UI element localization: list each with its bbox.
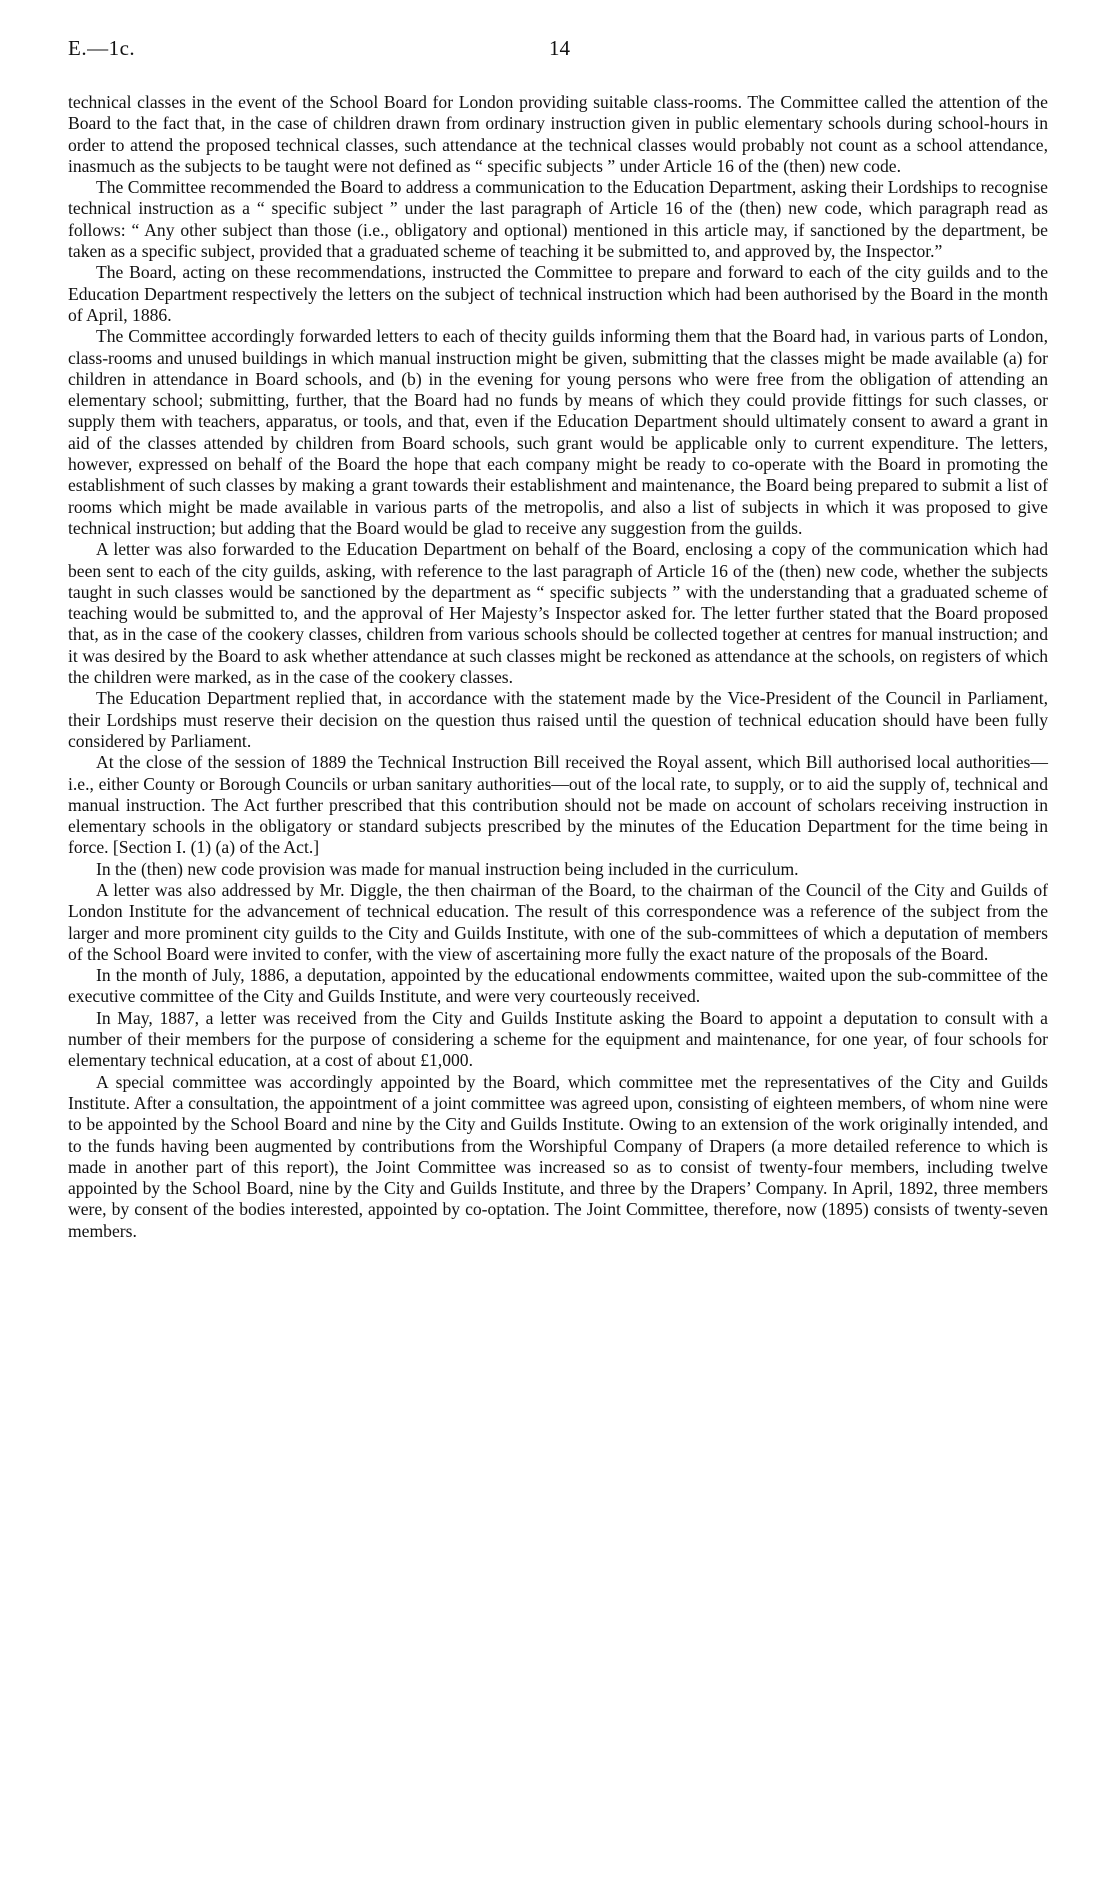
paragraph-department-reply: The Education Department replied that, in accordance with the statement made by the Vice-President of the Council in Parliament, their Lordships must reserve their decision on the question thus raised until the question of technical education should have been fully considered by Parliament. <box>68 688 1048 751</box>
paragraph-letter-to-department: A letter was also forwarded to the Education Department on behalf of the Board, enclosing a copy of the communication which had been sent to each of the city guilds, asking, with reference to the last paragraph of Article 16 of the (then) new code, whether the subjects taught in such classes would be sanctioned by the department as “ specific subjects ” with the understanding that a graduated scheme of teaching would be submitted to, and the approval of Her Majesty’s Inspector asked for. The letter further stated that the Board proposed that, as in the case of the cookery classes, children from various schools should be collected together at centres for manual instruction; and it was desired by the Board to ask whether attendance at such classes might be reckoned as attendance at the schools, on registers of which the children were marked, as in the case of the cookery classes. <box>68 539 1048 688</box>
paragraph-committee-recommendation: The Committee recommended the Board to address a communication to the Education Department, asking their Lordships to recognise technical instruction as a “ specific subject ” under the last paragraph of Article 16 of the (then) new code, which paragraph read as follows: “ Any other subject than those (i.e., obligatory and optional) mentioned in this article may, if sanctioned by the department, be taken as a specific subject, provided that a graduated scheme of teaching it be submitted to, and approved by, the Inspector.” <box>68 177 1048 262</box>
document-reference: E.—1c. <box>68 36 136 60</box>
paragraph-continuation: technical classes in the event of the School Board for London providing suitable class-rooms. The Committee called the attention of the Board to the fact that, in the case of children drawn from ordinary instruction given in public elementary schools during school-hours in order to attend the proposed technical classes, such attendance at the technical classes would probably not count as a school attendance, inasmuch as the subjects to be taught were not defined as “ specific subjects ” under Article 16 of the (then) new code. <box>68 92 1048 176</box>
paragraph-diggle-letter: A letter was also addressed by Mr. Diggle, the then chairman of the Board, to the chairman of the Council of the City and Guilds of London Institute for the advancement of technical education. The result of this correspondence was a reference of the subject from the larger and more prominent city guilds to the City and Guilds Institute, with one of the sub-committees of which a deputation of members of the School Board were invited to confer, with the view of ascertaining more fully the exact nature of the proposals of the Board. <box>68 879 1048 964</box>
body-text <box>68 92 1048 1242</box>
page-header <box>68 38 1048 68</box>
paragraph-letters-to-guilds: The Committee accordingly forwarded letters to each of thecity guilds informing them that the Board had, in various parts of London, class-rooms and unused buildings in which manual instruction might be given, submitting that the classes might be made available (a) for children in attendance in Board schools, and (b) in the evening for young persons who were free from the obligation of attending an elementary school; submitting, further, that the Board had no funds by means of which they could provide fittings for such classes, or supply them with teachers, apparatus, or tools, and that, even if the Education Department should ultimately consent to award a grant in aid of the classes attended by children from Board schools, such grant would be applicable only to current expenditure. The letters, however, expressed on behalf of the Board the hope that each company might be ready to co-operate with the Board in promoting the establishment of such classes by making a grant towards their establishment and maintenance, the Board being prepared to submit a list of rooms which might be made available in various parts of the metropolis, and also a list of subjects in which it was proposed to give technical instruction; but adding that the Board would be glad to receive any suggestion from the guilds. <box>68 326 1048 538</box>
paragraph-joint-committee: A special committee was accordingly appointed by the Board, which committee met the representatives of the City and Guilds Institute. After a consultation, the appointment of a joint committee was agreed upon, consisting of eighteen members, of whom nine were to be appointed by the School Board and nine by the City and Guilds Institute. Owing to an extension of the work originally intended, and to the funds having been augmented by contributions from the Worshipful Company of Drapers (a more detailed reference to which is made in another part of this report), the Joint Committee was increased so as to consist of twenty-four members, including twelve appointed by the School Board, nine by the City and Guilds Institute, and three by the Drapers’ Company. In April, 1892, three members were, by consent of the bodies interested, appointed by co-optation. The Joint Committee, therefore, now (1895) consists of twenty-seven members. <box>68 1071 1048 1241</box>
document-page <box>68 38 1048 1242</box>
paragraph-technical-instruction-bill: At the close of the session of 1889 the Technical Instruction Bill received the Royal assent, which Bill authorised local authorities—i.e., either County or Borough Councils or urban sanitary authorities—out of the local rate, to supply, or to aid the supply of, technical and manual instruction. The Act further prescribed that this contribution should not be made on account of scholars receiving instruction in elementary schools in the obligatory or standard subjects prescribed by the minutes of the Education Department for the time being in force. [Section I. (1) (a) of the Act.] <box>68 752 1048 858</box>
page-number: 14 <box>549 36 570 60</box>
paragraph-letter-1887: In May, 1887, a letter was received from the City and Guilds Institute asking the Board to appoint a deputation to consult with a number of their members for the purpose of considering a scheme for the equipment and maintenance, for one year, of four schools for elementary technical education, at a cost of about £1,000. <box>68 1007 1048 1071</box>
paragraph-board-action: The Board, acting on these recommendations, instructed the Committee to prepare and forward to each of the city guilds and to the Education Department respectively the letters on the subject of technical instruction which had been authorised by the Board in the month of April, 1886. <box>68 262 1048 325</box>
paragraph-new-code-provision: In the (then) new code provision was made for manual instruction being included in the curriculum. <box>96 858 799 879</box>
paragraph-deputation-1886: In the month of July, 1886, a deputation, appointed by the educational endowments committee, waited upon the sub-committee of the executive committee of the City and Guilds Institute, and were very courteously received. <box>68 965 1048 1007</box>
